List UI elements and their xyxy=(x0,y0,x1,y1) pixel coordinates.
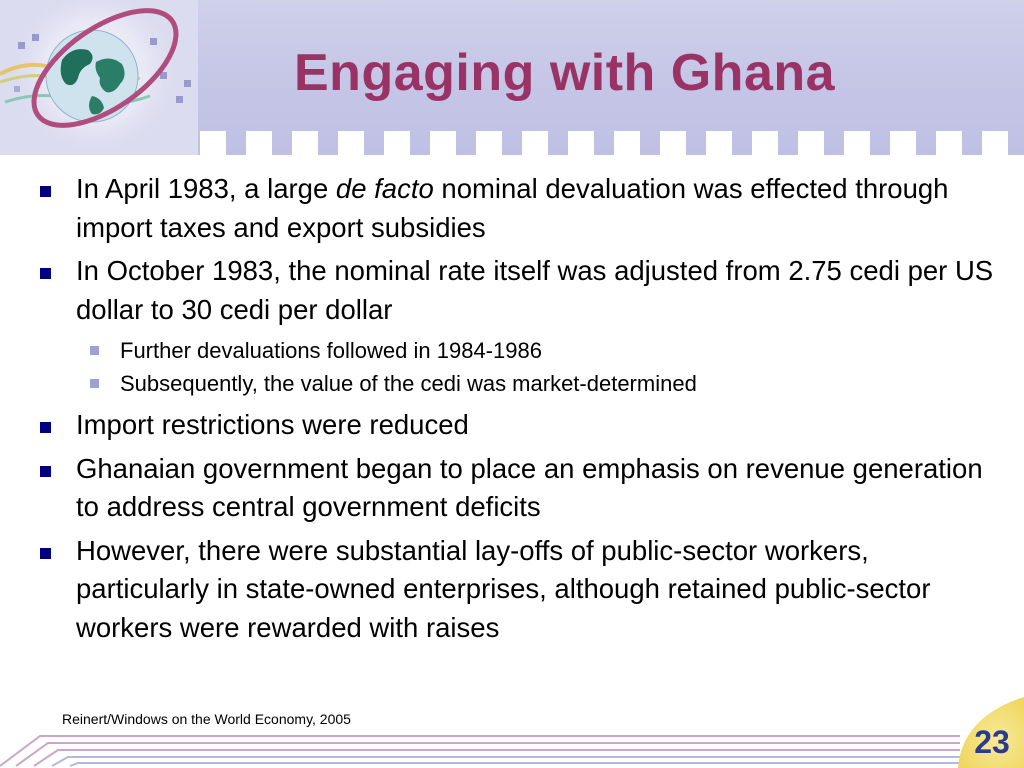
square-bullet-icon xyxy=(40,422,51,433)
bullet-text-italic: de facto xyxy=(335,173,434,204)
bullet-text: Import restrictions were reduced xyxy=(76,409,469,440)
footer-citation: Reinert/Windows on the World Economy, 2005 xyxy=(62,711,351,727)
sub-bullet-text: Further devaluations followed in 1984-1986 xyxy=(120,338,542,363)
header-band xyxy=(0,0,1024,155)
sub-bullet-text: Subsequently, the value of the cedi was market-determined xyxy=(120,371,697,396)
bullet-text: However, there were substantial lay-offs of public-sector workers, particularly in state-owned enterprises, although retained public-sector workers were rewarded with raises xyxy=(76,534,931,643)
globe-logo-icon xyxy=(0,0,198,155)
square-bullet-icon xyxy=(40,268,51,279)
bullet-item xyxy=(38,406,998,445)
bullet-item xyxy=(38,532,998,648)
bullet-item xyxy=(38,170,998,247)
sub-bullet-item xyxy=(38,334,998,367)
slide-title: Engaging with Ghana xyxy=(294,44,836,102)
bullet-text: nominal devaluation was effected through import taxes and export subsidies xyxy=(76,173,949,243)
square-bullet-icon xyxy=(40,466,51,477)
small-square-bullet-icon xyxy=(90,379,99,388)
bullet-text: In October 1983, the nominal rate itself was adjusted from 2.75 cedi per US dollar to 30 cedi per dollar xyxy=(76,255,994,325)
page-number: 23 xyxy=(974,724,1010,760)
bullet-item xyxy=(38,450,998,527)
bullet-text: In April 1983, a large xyxy=(76,173,336,204)
square-bullet-icon xyxy=(40,186,51,197)
bottom-decoration xyxy=(0,700,1024,768)
sub-bullet-item xyxy=(38,367,998,400)
bullet-text: Ghanaian government began to place an emphasis on revenue generation to address central government deficits xyxy=(76,452,983,522)
header-square-pattern xyxy=(200,131,1024,155)
bullet-list xyxy=(38,170,998,652)
square-bullet-icon xyxy=(40,548,51,559)
bullet-item xyxy=(38,252,998,329)
small-square-bullet-icon xyxy=(90,346,99,355)
